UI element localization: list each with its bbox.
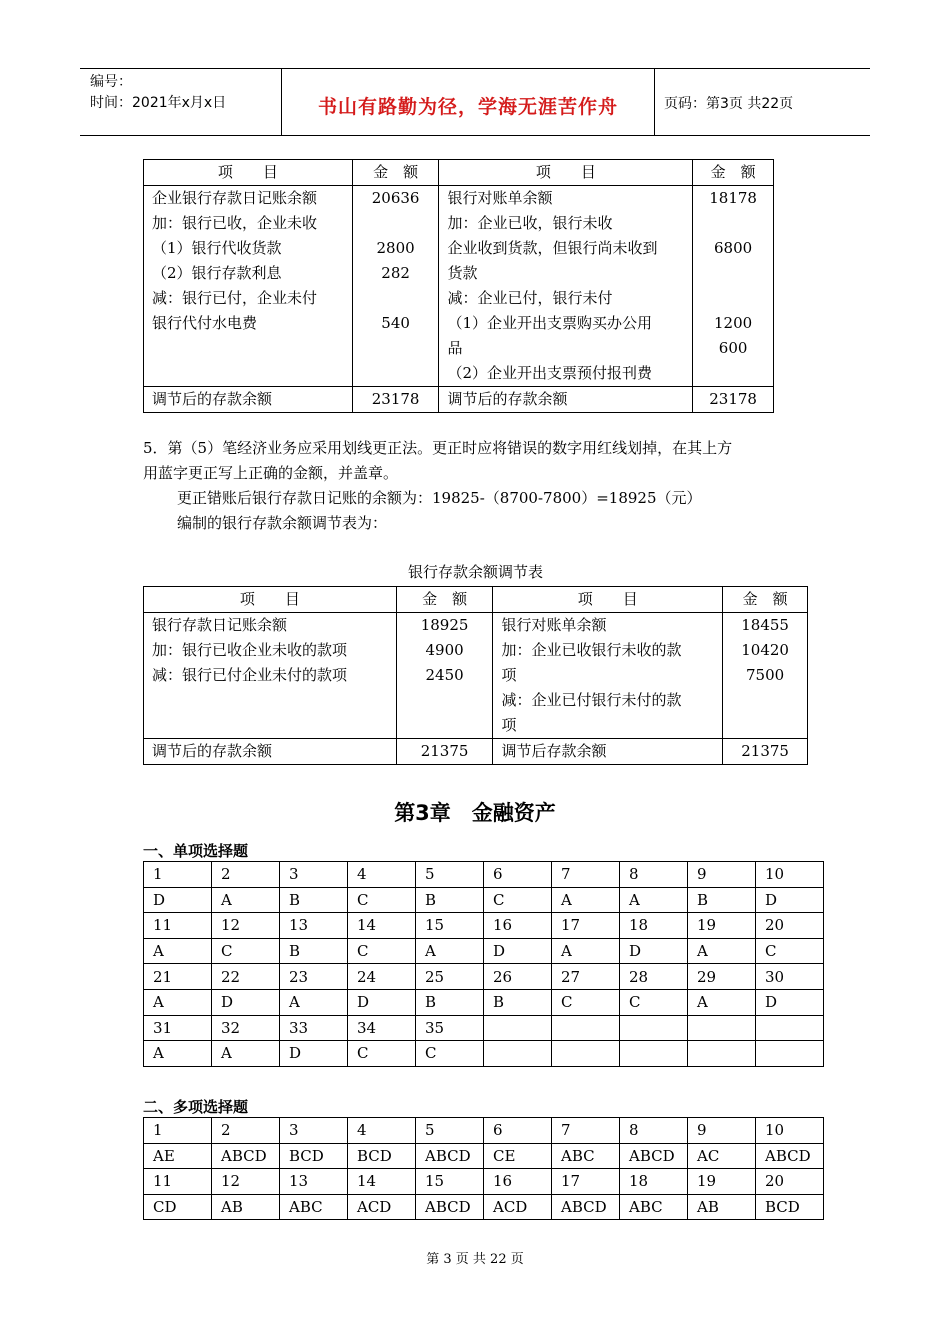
answer-cell: AB xyxy=(212,1194,280,1220)
answer-cell: A xyxy=(144,989,212,1015)
question-number-cell: 3 xyxy=(280,862,348,888)
list-item: 减：银行已付，企业未付 xyxy=(152,289,318,307)
answer-cell: ABC xyxy=(620,1194,688,1220)
list-item: 加：企业已收，银行未收 xyxy=(447,214,613,232)
question-number-cell: 6 xyxy=(484,862,552,888)
question-number-cell: 16 xyxy=(484,913,552,939)
answer-cell: C xyxy=(212,938,280,964)
question-number-cell: 20 xyxy=(756,1169,824,1195)
answer-cell xyxy=(756,1041,824,1067)
list-item: 项 xyxy=(501,666,517,684)
list-item: 银行存款日记账余额 xyxy=(152,616,288,634)
answer-cell: BCD xyxy=(280,1143,348,1169)
list-item: 加：银行已收，企业未收 xyxy=(152,214,318,232)
answer-cell: ABCD xyxy=(212,1143,280,1169)
question-number-cell: 6 xyxy=(484,1118,552,1144)
question-number-cell: 12 xyxy=(212,913,280,939)
list-item: 减：企业已付，银行未付 xyxy=(447,289,613,307)
amount-value: 282 xyxy=(381,264,410,282)
list-item: （1）企业开出支票购买办公用 xyxy=(447,314,653,332)
question-number-cell: 13 xyxy=(280,913,348,939)
question-number-cell: 16 xyxy=(484,1169,552,1195)
amount-value: 1200 xyxy=(714,314,753,332)
answer-cell: A xyxy=(688,989,756,1015)
table-total-row xyxy=(144,387,774,413)
question-number-cell: 1 xyxy=(144,862,212,888)
answer-cell: ABC xyxy=(552,1143,620,1169)
total-label: 调节后存款余额 xyxy=(501,742,607,760)
answer-cell: B xyxy=(484,989,552,1015)
question-number-cell xyxy=(688,1015,756,1041)
answer-cell: A xyxy=(688,938,756,964)
paragraph-intro: 编制的银行存款余额调节表为： xyxy=(177,514,388,532)
total-label: 调节后的存款余额 xyxy=(447,390,568,408)
left-items-cell xyxy=(144,186,353,387)
question-number-row xyxy=(144,1118,824,1144)
answer-cell: D xyxy=(280,1041,348,1067)
question-number-cell: 9 xyxy=(688,1118,756,1144)
answer-cell: D xyxy=(620,938,688,964)
amount-value xyxy=(353,211,439,236)
multi-choice-answer-table xyxy=(143,1117,824,1220)
answer-cell: ACD xyxy=(484,1194,552,1220)
paragraph-correction xyxy=(143,436,823,486)
question-number-cell: 28 xyxy=(620,964,688,990)
answer-cell: BCD xyxy=(348,1143,416,1169)
amount-value: 18178 xyxy=(709,189,757,207)
question-number-cell: 4 xyxy=(348,862,416,888)
answer-cell xyxy=(688,1041,756,1067)
question-number-cell: 1 xyxy=(144,1118,212,1144)
answer-cell: AE xyxy=(144,1143,212,1169)
question-number-cell: 7 xyxy=(552,1118,620,1144)
question-number-cell: 29 xyxy=(688,964,756,990)
answer-cell: AB xyxy=(688,1194,756,1220)
question-number-cell: 18 xyxy=(620,1169,688,1195)
answer-cell: ABCD xyxy=(552,1194,620,1220)
list-item: 加：银行已收企业未收的款项 xyxy=(152,641,348,659)
answer-cell: B xyxy=(416,989,484,1015)
amount-value xyxy=(353,286,439,311)
amount-value: 10420 xyxy=(741,641,789,659)
answer-cell: CE xyxy=(484,1143,552,1169)
paragraph-balance: 更正错账后银行存款日记账的余额为：19825-（8700-7800）=18925（元） xyxy=(177,489,702,507)
amount-value: 7500 xyxy=(746,666,785,684)
reconciliation-table-1 xyxy=(143,159,774,413)
question-number-cell: 9 xyxy=(688,862,756,888)
question-number-cell: 14 xyxy=(348,913,416,939)
list-item: （1）银行代收货款 xyxy=(152,239,282,257)
table-body-row xyxy=(144,186,774,387)
amount-value xyxy=(693,286,773,311)
total-value: 23178 xyxy=(371,390,420,408)
total-label: 调节后的存款余额 xyxy=(152,390,273,408)
question-number-cell: 21 xyxy=(144,964,212,990)
question-number-row xyxy=(144,1169,824,1195)
question-number-cell: 15 xyxy=(416,1169,484,1195)
header-bottom-rule xyxy=(80,135,870,136)
question-number-cell: 17 xyxy=(552,913,620,939)
answer-cell xyxy=(484,1041,552,1067)
header-meta xyxy=(90,72,226,114)
left-amounts-cell xyxy=(396,613,493,739)
answer-cell xyxy=(620,1041,688,1067)
question-number-cell: 13 xyxy=(280,1169,348,1195)
answer-row xyxy=(144,938,824,964)
answer-row xyxy=(144,1194,824,1220)
table-header-row xyxy=(144,160,774,186)
answer-row xyxy=(144,887,824,913)
col-header-amount: 金 额 xyxy=(693,160,774,186)
question-number-cell xyxy=(484,1015,552,1041)
list-item: 企业银行存款日记账余额 xyxy=(152,189,318,207)
table2-caption: 银行存款余额调节表 xyxy=(407,563,543,581)
question-number-cell: 30 xyxy=(756,964,824,990)
list-item: 减：银行已付企业未付的款项 xyxy=(152,666,348,684)
answer-cell: A xyxy=(144,1041,212,1067)
answer-cell: D xyxy=(212,989,280,1015)
question-number-row xyxy=(144,862,824,888)
answer-cell: B xyxy=(688,887,756,913)
question-number-cell: 14 xyxy=(348,1169,416,1195)
chapter-title: 第3章 金融资产 xyxy=(394,801,556,825)
question-number-cell xyxy=(756,1015,824,1041)
list-item: 品 xyxy=(447,339,463,357)
list-item: （2）银行存款利息 xyxy=(152,264,282,282)
list-item: 银行对账单余额 xyxy=(501,616,607,634)
col-header-amount: 金 额 xyxy=(396,587,493,613)
answer-cell: B xyxy=(280,887,348,913)
total-label: 调节后的存款余额 xyxy=(152,742,273,760)
total-value: 23178 xyxy=(709,390,757,408)
question-number-cell xyxy=(552,1015,620,1041)
question-number-cell: 25 xyxy=(416,964,484,990)
amount-value: 6800 xyxy=(714,239,753,257)
list-item: 货款 xyxy=(447,264,478,282)
answer-cell: D xyxy=(484,938,552,964)
multi-choice-title: 二、多项选择题 xyxy=(143,1098,249,1116)
answer-cell: C xyxy=(620,989,688,1015)
answer-row xyxy=(144,1041,824,1067)
amount-value: 2450 xyxy=(425,666,464,684)
date-label: 时间：2021年x月x日 xyxy=(90,95,227,111)
answer-cell: C xyxy=(756,938,824,964)
list-item: 银行代付水电费 xyxy=(152,314,258,332)
amount-value: 600 xyxy=(718,339,748,357)
question-number-cell: 11 xyxy=(144,1169,212,1195)
question-number-cell: 31 xyxy=(144,1015,212,1041)
question-number-cell xyxy=(620,1015,688,1041)
answer-cell: B xyxy=(416,887,484,913)
col-header-amount: 金 额 xyxy=(723,587,808,613)
header-motto: 书山有路勤为径，学海无涯苦作舟 xyxy=(317,96,618,118)
list-item: 加：企业已收银行未收的款 xyxy=(501,641,682,659)
question-number-cell: 26 xyxy=(484,964,552,990)
total-value: 21375 xyxy=(420,742,469,760)
amount-value: 20636 xyxy=(371,189,420,207)
answer-cell: A xyxy=(620,887,688,913)
question-number-cell: 35 xyxy=(416,1015,484,1041)
answer-cell: C xyxy=(348,887,416,913)
right-amounts-cell xyxy=(693,186,774,387)
list-item: （2）企业开出支票预付报刊费 xyxy=(447,364,653,382)
answer-cell: A xyxy=(280,989,348,1015)
col-header-amount: 金 额 xyxy=(352,160,439,186)
answer-cell: D xyxy=(756,989,824,1015)
col-header-item: 项 目 xyxy=(493,587,723,613)
col-header-item: 项 目 xyxy=(144,587,397,613)
answer-cell: D xyxy=(756,887,824,913)
list-item: 减：企业已付银行未付的款 xyxy=(501,691,682,709)
question-number-cell: 4 xyxy=(348,1118,416,1144)
question-number-cell: 18 xyxy=(620,913,688,939)
question-number-cell: 7 xyxy=(552,862,620,888)
answer-cell: A xyxy=(416,938,484,964)
question-number-cell: 24 xyxy=(348,964,416,990)
answer-cell: A xyxy=(552,938,620,964)
right-items-cell xyxy=(493,613,723,739)
answer-cell: ABCD xyxy=(620,1143,688,1169)
answer-cell: A xyxy=(144,938,212,964)
question-number-row xyxy=(144,913,824,939)
answer-cell: D xyxy=(144,887,212,913)
answer-cell: B xyxy=(280,938,348,964)
col-header-item: 项 目 xyxy=(144,160,353,186)
table-body-row xyxy=(144,613,808,739)
answer-cell: A xyxy=(212,887,280,913)
question-number-cell: 34 xyxy=(348,1015,416,1041)
amount-value: 18455 xyxy=(741,616,789,634)
single-choice-answer-table xyxy=(143,861,824,1067)
header-divider-right xyxy=(654,68,655,136)
answer-cell: ABCD xyxy=(756,1143,824,1169)
answer-cell: C xyxy=(484,887,552,913)
left-items-cell xyxy=(144,613,397,739)
answer-cell: A xyxy=(212,1041,280,1067)
answer-cell: A xyxy=(552,887,620,913)
list-item: 企业收到货款，但银行尚未收到 xyxy=(447,239,658,257)
answer-cell: ABCD xyxy=(416,1143,484,1169)
amount-value: 4900 xyxy=(425,641,464,659)
amount-value xyxy=(693,261,773,286)
question-number-cell: 2 xyxy=(212,1118,280,1144)
question-number-cell: 2 xyxy=(212,862,280,888)
amount-value: 2800 xyxy=(376,239,415,257)
serial-label: 编号： xyxy=(90,74,132,90)
question-number-cell: 8 xyxy=(620,1118,688,1144)
answer-cell: CD xyxy=(144,1194,212,1220)
question-number-cell: 17 xyxy=(552,1169,620,1195)
col-header-item: 项 目 xyxy=(439,160,693,186)
answer-row xyxy=(144,1143,824,1169)
question-number-cell: 11 xyxy=(144,913,212,939)
reconciliation-table-2 xyxy=(143,586,808,765)
question-number-cell: 27 xyxy=(552,964,620,990)
left-amounts-cell xyxy=(352,186,439,387)
answer-cell: ABC xyxy=(280,1194,348,1220)
question-number-row xyxy=(144,1015,824,1041)
answer-cell: D xyxy=(348,989,416,1015)
paragraph-line: 用蓝字更正写上正确的金额，并盖章。 xyxy=(143,464,399,482)
right-items-cell xyxy=(439,186,693,387)
table-header-row xyxy=(144,587,808,613)
right-amounts-cell xyxy=(723,613,808,739)
amount-value: 540 xyxy=(381,314,410,332)
amount-value xyxy=(693,211,773,236)
answer-cell: C xyxy=(348,1041,416,1067)
answer-cell: C xyxy=(552,989,620,1015)
question-number-cell: 15 xyxy=(416,913,484,939)
single-choice-title: 一、单项选择题 xyxy=(143,842,249,860)
question-number-cell: 10 xyxy=(756,862,824,888)
question-number-cell: 23 xyxy=(280,964,348,990)
question-number-cell: 32 xyxy=(212,1015,280,1041)
list-item: 银行对账单余额 xyxy=(447,189,553,207)
amount-value: 18925 xyxy=(420,616,469,634)
amount-value xyxy=(693,361,773,386)
question-number-cell: 19 xyxy=(688,1169,756,1195)
answer-cell: C xyxy=(348,938,416,964)
question-number-cell: 3 xyxy=(280,1118,348,1144)
question-number-cell: 5 xyxy=(416,862,484,888)
answer-cell: ABCD xyxy=(416,1194,484,1220)
answer-cell xyxy=(552,1041,620,1067)
question-number-cell: 33 xyxy=(280,1015,348,1041)
answer-cell: ACD xyxy=(348,1194,416,1220)
list-item: 项 xyxy=(501,716,517,734)
table-total-row xyxy=(144,739,808,765)
total-value: 21375 xyxy=(741,742,789,760)
header-top-rule xyxy=(80,68,870,69)
answer-cell: BCD xyxy=(756,1194,824,1220)
header-page-label: 页码：第3页 共22页 xyxy=(664,96,794,112)
question-number-cell: 20 xyxy=(756,913,824,939)
question-number-cell: 10 xyxy=(756,1118,824,1144)
page-footer: 第 3 页 共 22 页 xyxy=(426,1252,524,1267)
paragraph-line: 5．第（5）笔经济业务应采用划线更正法。更正时应将错误的数字用红线划掉，在其上方 xyxy=(143,439,733,457)
question-number-row xyxy=(144,964,824,990)
answer-row xyxy=(144,989,824,1015)
question-number-cell: 5 xyxy=(416,1118,484,1144)
question-number-cell: 22 xyxy=(212,964,280,990)
answer-cell: AC xyxy=(688,1143,756,1169)
question-number-cell: 19 xyxy=(688,913,756,939)
question-number-cell: 8 xyxy=(620,862,688,888)
question-number-cell: 12 xyxy=(212,1169,280,1195)
answer-cell: C xyxy=(416,1041,484,1067)
